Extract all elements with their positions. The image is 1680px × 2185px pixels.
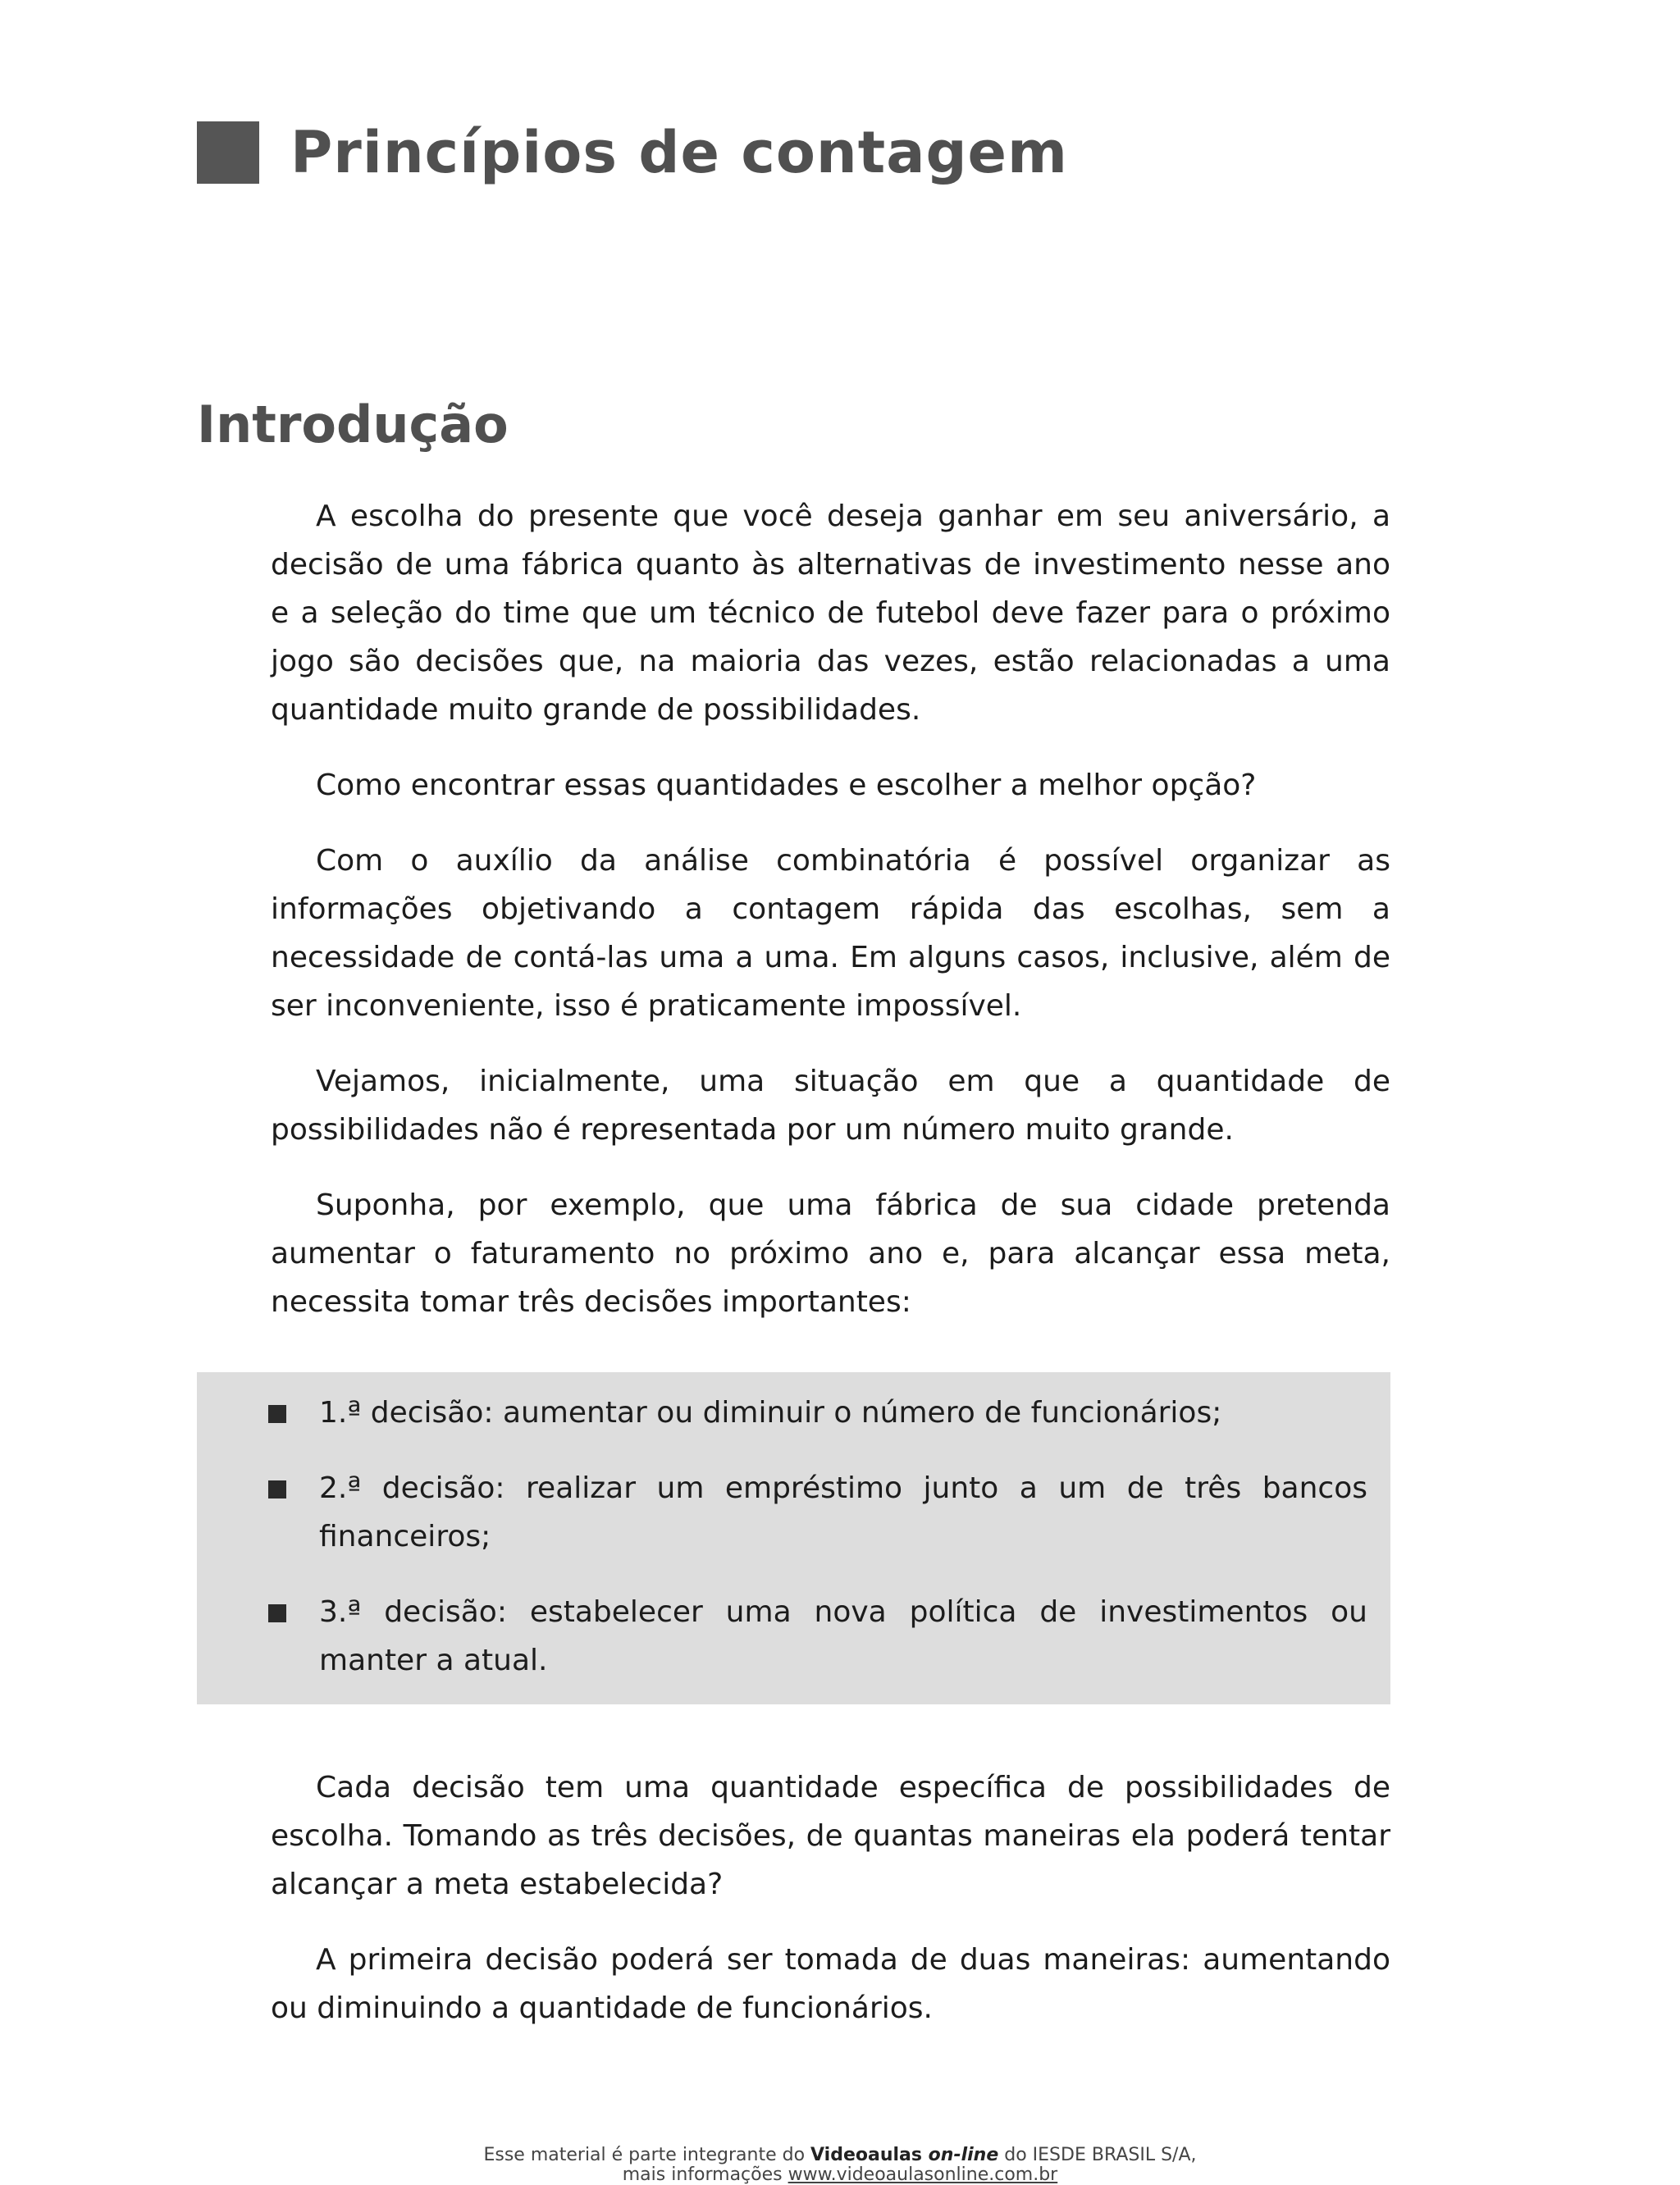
square-bullet-icon [268, 1405, 286, 1423]
decision-text: 2.ª decisão: realizar um empréstimo junto a um de três bancos financeiros; [319, 1471, 1367, 1553]
paragraph: Vejamos, inicialmente, uma situação em que a quantidade de possibilidades não é representada por um número muito grande. [271, 1065, 1390, 1147]
list-item [268, 1389, 1367, 1437]
square-bullet-icon [268, 1480, 286, 1498]
footer-line-1 [0, 2146, 1680, 2165]
page-footer [0, 2146, 1680, 2185]
continuation-text-block [271, 1763, 1390, 2032]
footer-text: do IESDE BRASIL S/A, [998, 2145, 1197, 2165]
paragraph: Cada decisão tem uma quantidade específica de possibilidades de escolha. Tomando as três decisões, de quantas maneiras ela poderá tentar alcançar a meta estabelecida? [271, 1771, 1390, 1901]
footer-text: mais informações [622, 2164, 788, 2185]
decision-text: 3.ª decisão: estabelecer uma nova política de investimentos ou manter a atual. [319, 1595, 1367, 1677]
paragraph: Suponha, por exemplo, que uma fábrica de sua cidade pretenda aumentar o faturamento no próximo ano e, para alcançar essa meta, necessita tomar três decisões importantes: [271, 1188, 1390, 1319]
footer-text: Esse material é parte integrante do [483, 2145, 811, 2165]
paragraph: Com o auxílio da análise combinatória é possível organizar as informações objetivando a contagem rápida das escolhas, sem a necessidade de contá-las uma a uma. Em alguns casos, inclusive, além de ser inconveniente, isso é praticamente impossível. [271, 844, 1390, 1023]
paragraph: Como encontrar essas quantidades e escolher a melhor opção? [316, 769, 1257, 802]
footer-brand [810, 2145, 998, 2165]
section-title: Introdução [197, 395, 509, 454]
footer-line-2 [0, 2165, 1680, 2185]
decision-text: 1.ª decisão: aumentar ou diminuir o número de funcionários; [319, 1396, 1222, 1430]
footer-brand-italic: on-line [928, 2145, 999, 2165]
square-bullet-icon [268, 1604, 286, 1622]
footer-website-link[interactable]: www.videoaulasonline.com.br [788, 2164, 1058, 2185]
chapter-title: Princípios de contagem [290, 119, 1068, 186]
intro-text-block [271, 492, 1390, 1326]
footer-brand-name: Videoaulas [810, 2145, 929, 2165]
list-item [268, 1464, 1367, 1561]
chapter-marker-square [197, 121, 259, 184]
paragraph: A escolha do presente que você deseja ganhar em seu aniversário, a decisão de uma fábrica quanto às alternativas de investimento nesse ano e a seleção do time que um técnico de futebol deve fazer para o próximo jogo são decisões que, na maioria das vezes, estão relacionadas a uma quantidade muito grande de possibilidades. [271, 499, 1390, 727]
paragraph: A primeira decisão poderá ser tomada de duas maneiras: aumentando ou diminuindo a quantidade de funcionários. [271, 1943, 1390, 2025]
decision-list [268, 1389, 1367, 1685]
list-item [268, 1588, 1367, 1685]
chapter-header [197, 121, 1068, 184]
